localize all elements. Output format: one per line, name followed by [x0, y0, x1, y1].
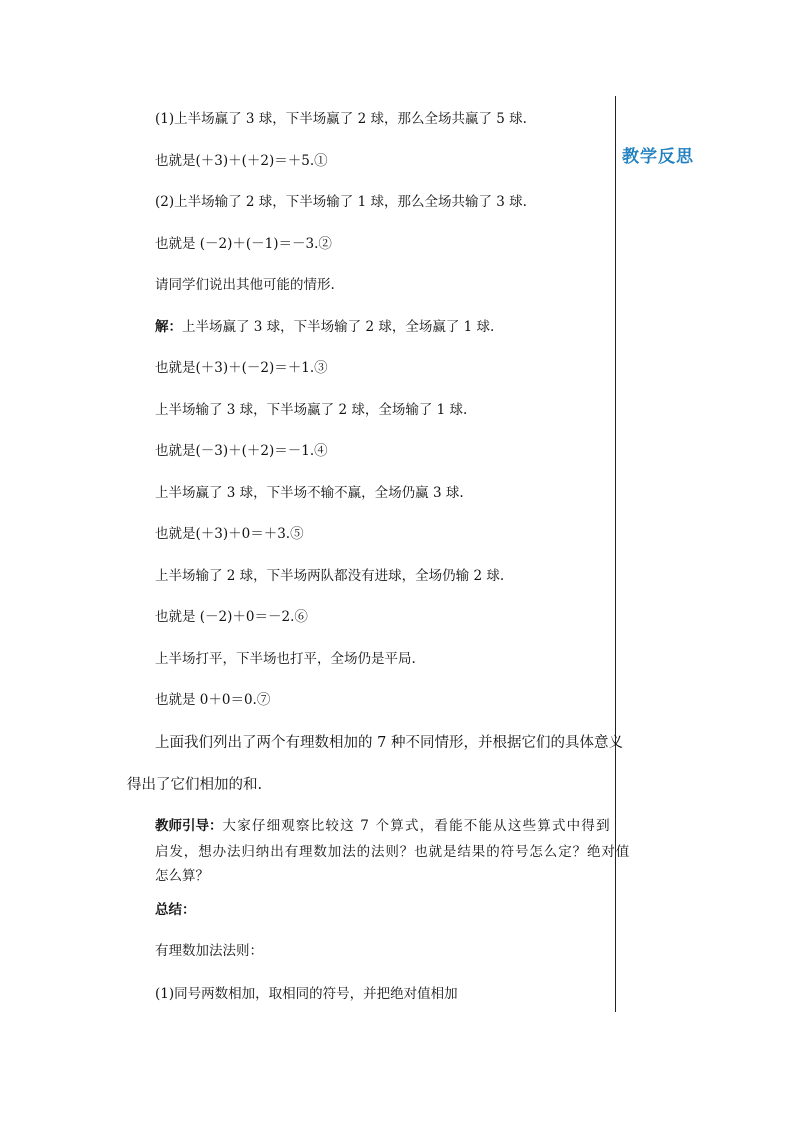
case-3-text: 上半场赢了 3 球，下半场输了 2 球，全场赢了 1 球.	[182, 319, 495, 335]
case-1-text: (1)上半场赢了 3 球，下半场赢了 2 球，那么全场共赢了 5 球.	[155, 111, 527, 127]
teacher-guide-line-3: 怎么算？	[155, 868, 209, 884]
prompt-text: 请同学们说出其他可能的情形.	[155, 277, 335, 293]
case-4-text: 上半场输了 3 球，下半场赢了 2 球，全场输了 1 球.	[155, 402, 468, 418]
teacher-guide-line-1	[155, 817, 611, 835]
teacher-guide-label: 教师引导：	[155, 818, 223, 834]
case-2-text: (2)上半场输了 2 球，下半场输了 1 球，那么全场共输了 3 球.	[155, 194, 527, 210]
equation-7: 也就是 0＋0＝0.⑦	[155, 692, 271, 708]
teaching-reflection-title: 教学反思	[622, 147, 694, 167]
equation-3: 也就是(＋3)＋(－2)＝＋1.③	[155, 360, 328, 376]
equation-5: 也就是(＋3)＋0＝＋3.⑤	[155, 526, 304, 542]
case-5-text: 上半场赢了 3 球，下半场不输不赢，全场仍赢 3 球.	[155, 485, 464, 501]
summary-line-1: 上面我们列出了两个有理数相加的 7 种不同情形，并根据它们的具体意义	[155, 735, 623, 751]
rule-title: 有理数加法法则：	[155, 943, 263, 959]
teacher-guide-text-1: 大家仔细观察比较这 7 个算式，看能不能从这些算式中得到	[222, 818, 611, 834]
equation-2: 也就是 (－2)＋(－1)＝－3.②	[155, 236, 332, 252]
solution-label: 解：	[155, 319, 182, 335]
equation-6: 也就是 (－2)＋0＝－2.⑥	[155, 609, 308, 625]
solution-line	[155, 318, 494, 336]
case-7-text: 上半场打平，下半场也打平，全场仍是平局.	[155, 651, 416, 667]
teacher-guide-line-2: 启发，想办法归纳出有理数加法的法则？也就是结果的符号怎么定？绝对值	[155, 844, 631, 860]
equation-1: 也就是(＋3)＋(＋2)＝＋5.①	[155, 153, 328, 169]
case-6-text: 上半场输了 2 球，下半场两队都没有进球，全场仍输 2 球.	[155, 568, 505, 584]
conclusion-label: 总结：	[155, 902, 196, 918]
summary-line-2: 得出了它们相加的和.	[127, 777, 263, 793]
rule-1: (1)同号两数相加，取相同的符号，并把绝对值相加	[155, 986, 458, 1002]
column-divider	[615, 96, 616, 1012]
equation-4: 也就是(－3)＋(＋2)＝－1.④	[155, 443, 328, 459]
